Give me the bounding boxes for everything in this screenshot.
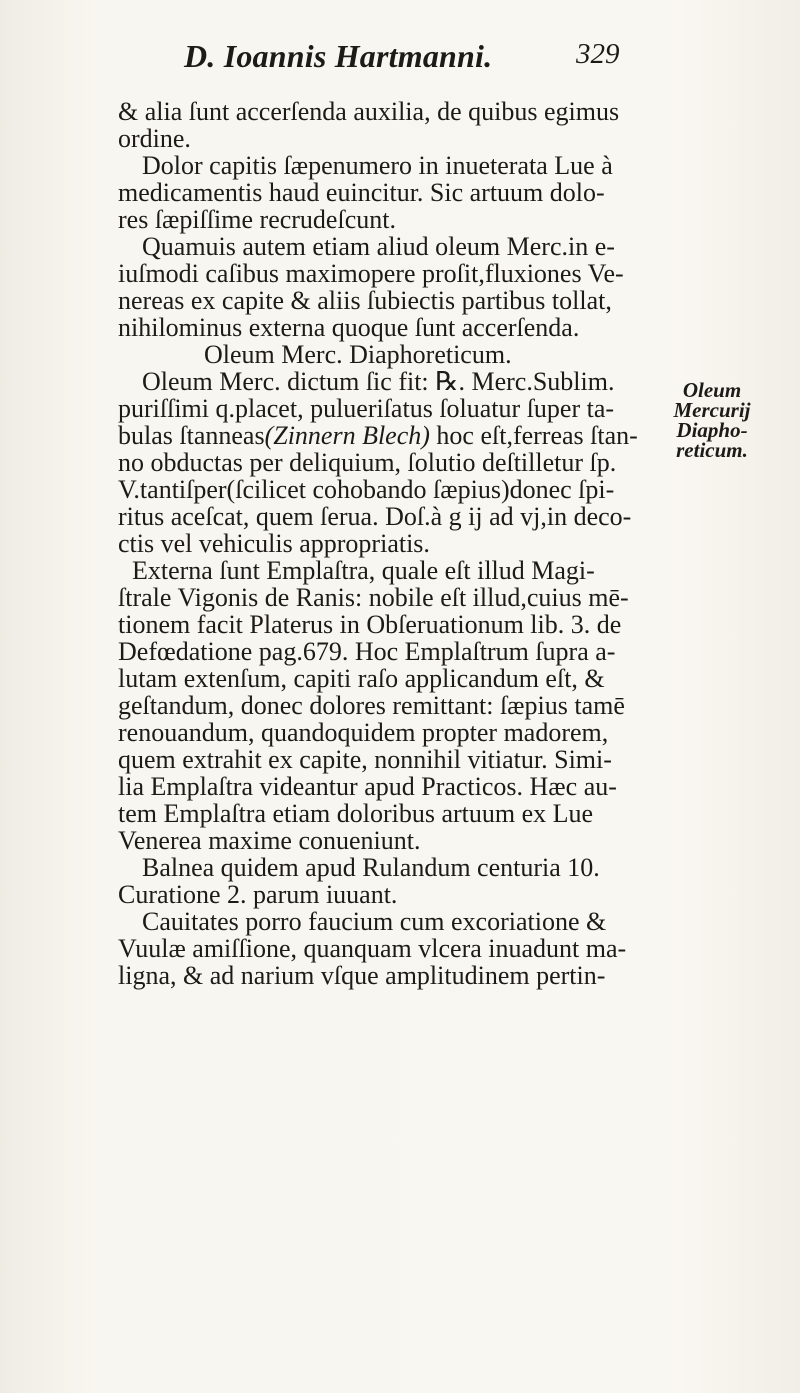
text-segment: bulas ſtanneas	[118, 421, 265, 450]
text-line: Defœdatione pag.679. Hoc Emplaſtrum ſupra a-	[118, 637, 616, 666]
text-line: tionem facit Platerus in Obſeruationum lib. 3. de	[118, 610, 622, 639]
text-line: V.tantiſper(ſcilicet cohobando ſæpius)donec ſpi-	[118, 475, 615, 504]
text-line: renouandum, quandoquidem propter madorem,	[118, 718, 609, 747]
text-line: ritus aceſcat, quem ſerua. Doſ.à g ij ad vj,in deco-	[118, 502, 632, 531]
text-line: & alia ſunt accerſenda auxilia, de quibus egimus	[118, 97, 620, 126]
main-text	[118, 98, 638, 989]
german-gloss: (Zinnern Blech)	[264, 421, 430, 450]
text-line: lutam extenſum, capiti raſo applicandum eſt, &	[118, 664, 605, 693]
text-line: ctis vel vehiculis appropriatis.	[118, 529, 430, 558]
text-line: res ſæpiſſime recrudeſcunt.	[118, 205, 396, 234]
text-line: Oleum Merc. dictum ſic fit: ℞. Merc.Sublim.	[142, 367, 615, 396]
text-line: iuſmodi caſibus maximopere proſit,fluxiones Ve-	[118, 259, 624, 288]
section-heading: Oleum Merc. Diaphoreticum.	[204, 340, 512, 369]
text-line: nereas ex capite & aliis ſubiectis partibus tollat,	[118, 286, 612, 315]
text-line: tem Emplaſtra etiam doloribus artuum ex Lue	[118, 799, 594, 828]
margin-note-line: Diapho-	[676, 418, 748, 442]
text-line: medicamentis haud euincitur. Sic artuum dolo-	[118, 178, 605, 207]
page-number: 329	[576, 38, 620, 70]
margin-note	[662, 380, 762, 460]
text-line: nihilominus externa quoque ſunt accerſenda.	[118, 313, 580, 342]
text-line: geſtandum, donec dolores remittant: ſæpius tamē	[118, 691, 625, 720]
text-line: Balnea quidem apud Rulandum centuria 10.	[142, 853, 600, 882]
text-line: puriſſimi q.placet, pulueriſatus ſoluatur ſuper ta-	[118, 394, 615, 423]
text-line: Cauitates porro faucium cum excoriatione &	[142, 907, 607, 936]
text-line: Curatione 2. parum iuuant.	[118, 880, 398, 909]
text-line: Quamuis autem etiam aliud oleum Merc.in e-	[142, 232, 615, 261]
text-line: Venerea maxime conueniunt.	[118, 826, 421, 855]
text-line: ſtrale Vigonis de Ranis: nobile eſt illud,cuius mē-	[118, 583, 629, 612]
text-line: Vuulæ amiſſione, quanquam vlcera inuadunt ma-	[118, 934, 627, 963]
text-line: Externa ſunt Emplaſtra, quale eſt illud Magi-	[132, 556, 595, 585]
text-line: ligna, & ad narium vſque amplitudinem pertin-	[118, 961, 606, 990]
margin-note-line: reticum.	[676, 438, 748, 462]
text-line: lia Emplaſtra videantur apud Practicos. Hæc au-	[118, 772, 617, 801]
text-line: ordine.	[118, 124, 191, 153]
text-line: Dolor capitis ſæpenumero in inueterata Lue à	[142, 151, 613, 180]
page-header	[0, 34, 800, 84]
text-line	[118, 422, 638, 449]
running-head: D. Ioannis Hartmanni.	[184, 38, 493, 74]
margin-note-line: Mercurij	[673, 398, 751, 422]
text-line: no obductas per deliquium, ſolutio deſtilletur ſp.	[118, 448, 617, 477]
text-segment: hoc eſt,ferreas ſtan-	[429, 421, 638, 450]
text-line: quem extrahit ex capite, nonnihil vitiatur. Simi-	[118, 745, 612, 774]
margin-note-line: Oleum	[682, 378, 742, 402]
